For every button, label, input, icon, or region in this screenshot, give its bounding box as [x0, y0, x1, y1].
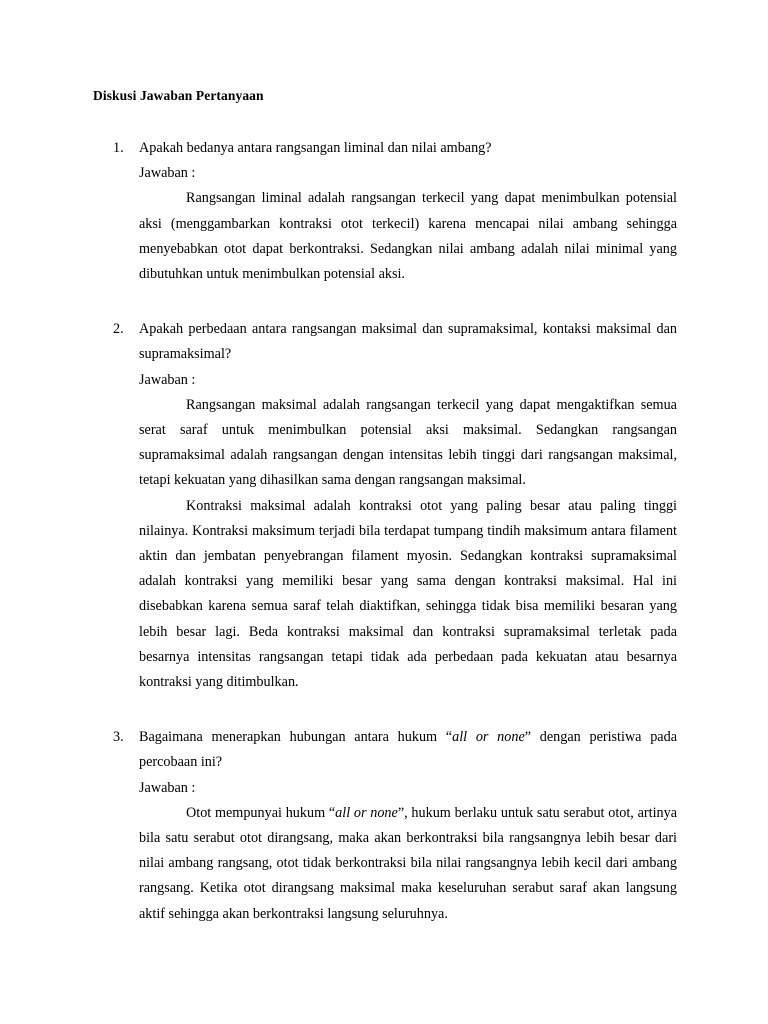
question-text-3: [139, 725, 677, 775]
answer-label-1: Jawaban :: [139, 165, 196, 182]
answer-paragraph-2-1: Rangsangan maksimal adalah rangsangan terkecil yang dapat mengaktifkan semua serat saraf untuk menimbulkan potensial aksi maksimal. Sedangkan rangsangan supramaksimal adalah rangsangan dengan intensitas lebih tinggi dari rangsangan maksimal, tetapi kekuatan yang dihasilkan sama dengan rangsangan maksimal.: [139, 396, 677, 489]
qa-number-2: 2.: [113, 321, 124, 338]
answer-label-3: Jawaban :: [139, 779, 196, 796]
question-text-3-emphasis: all or none: [452, 729, 525, 746]
answer-paragraph-3-1: [139, 801, 677, 927]
answer-label-2: Jawaban :: [139, 371, 196, 388]
qa-item-1: [93, 136, 677, 287]
question-text-3-post: ” dengan peristiwa pada percobaan ini?: [139, 729, 677, 771]
qa-number-3: 3.: [113, 729, 124, 746]
question-text-1: Apakah bedanya antara rangsangan liminal dan nilai ambang?: [139, 140, 492, 156]
answer-text-3-emphasis: all or none: [335, 804, 398, 821]
answer-paragraph-1-1: Rangsangan liminal adalah rangsangan terkecil yang dapat menimbulkan potensial aksi (menggambarkan kontraksi otot terkecil) karena mencapai nilai ambang sehingga menyebabkan otot dapat berkontraksi. Sedangkan nilai ambang adalah nilai minimal yang dibutuhkan untuk menimbulkan potensial aksi.: [139, 190, 677, 283]
question-text-3-pre: Bagaimana menerapkan hubungan antara hukum “: [139, 729, 453, 746]
question-answer-list: [93, 136, 677, 927]
document-body: [93, 86, 677, 927]
qa-number-1: 1.: [113, 140, 124, 156]
qa-item-3: [93, 725, 677, 927]
answer-text-3-post: ”, hukum berlaku untuk satu serabut otot, artinya bila satu serabut otot dirangsang, maka akan berkontraksi bila rangsangnya lebih besar dari nilai ambang rangsang, otot tidak berkontraksi bila nilai rangsangnya lebih kecil dari ambang rangsang. Ketika otot dirangsang maksimal maka keseluruhan serabut saraf akan langsung aktif sehingga akan berkontraksi langsung seluruhnya.: [139, 804, 677, 922]
answer-paragraph-2-2: Kontraksi maksimal adalah kontraksi otot yang paling besar atau paling tinggi nilainya. Kontraksi maksimum terjadi bila terdapat tumpang tindih maksimum antara filament aktin dan jembatan penyebrangan filament myosin. Sedangkan kontraksi supramaksimal adalah kontraksi yang memiliki besar yang sama dengan kontraksi maksimal. Hal ini disebabkan karena semua saraf telah diaktifkan, sehingga tidak bisa memiliki besaran yang lebih besar lagi. Beda kontraksi maksimal dan kontraksi supramaksimal terletak pada besarnya intensitas rangsangan tetapi tidak ada perbedaan pada kekuatan atau besarnya kontraksi yang ditimbulkan.: [139, 497, 677, 691]
question-text-2: Apakah perbedaan antara rangsangan maksimal dan supramaksimal, kontaksi maksimal dan supramaksimal?: [139, 321, 677, 363]
qa-item-2: [93, 317, 677, 695]
answer-text-3-pre: Otot mempunyai hukum “: [186, 804, 336, 821]
page-title: Diskusi Jawaban Pertanyaan: [93, 88, 264, 103]
